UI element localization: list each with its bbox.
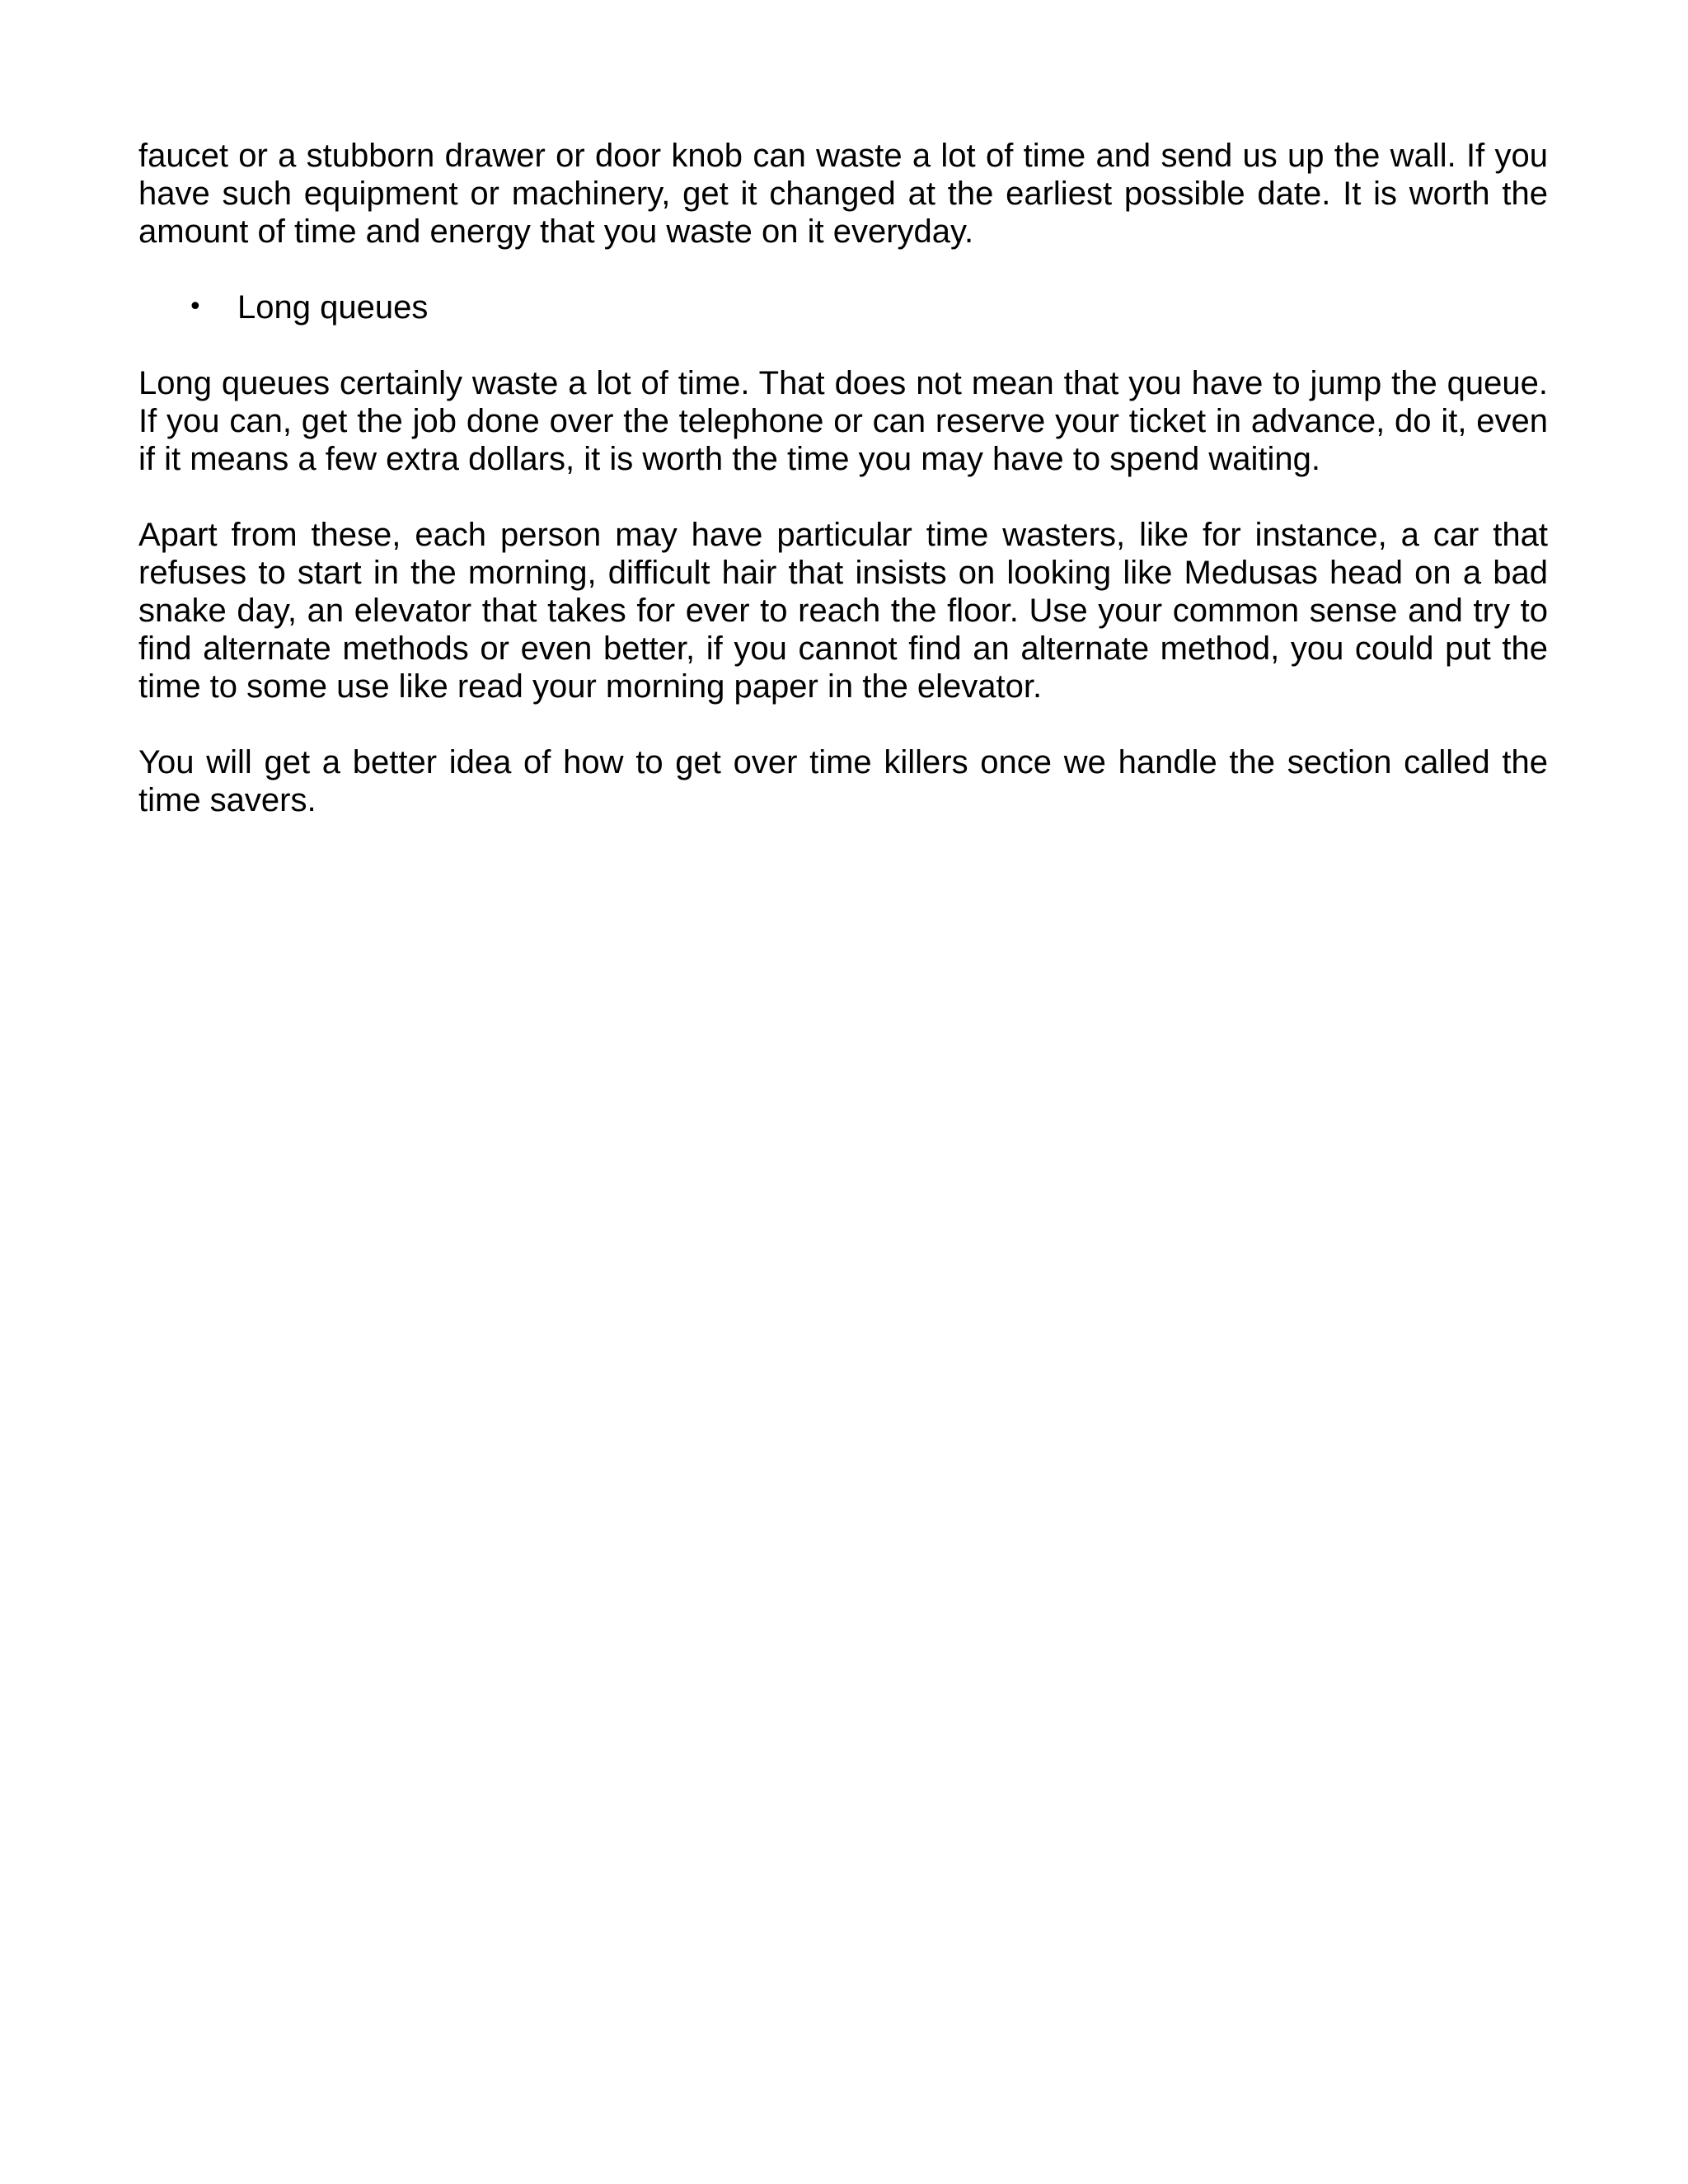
bullet-list: [138, 288, 1548, 326]
paragraph-time-wasters: Apart from these, each person may have particular time wasters, like for instance, a car that refuses to start in the morning, difficult hair that insists on looking like Medusas head on a bad snake day, an elevator that takes for ever to reach the floor. Use your common sense and try to find alternate methods or even better, if you cannot find an alternate method, you could put the time to some use like read your morning paper in the elevator.: [138, 517, 1548, 705]
bullet-text: Long queues: [237, 289, 429, 326]
paragraph-time-savers: You will get a better idea of how to get over time killers once we handle the section called the time savers.: [138, 744, 1548, 818]
bullet-item-long-queues: [138, 288, 1548, 326]
document-body: [138, 137, 1548, 857]
paragraph-long-queues: Long queues certainly waste a lot of time. That does not mean that you have to jump the queue. If you can, get the job done over the telephone or can reserve your ticket in advance, do it, even if it means a few extra dollars, it is worth the time you may have to spend waiting.: [138, 365, 1548, 477]
paragraph-faucet: faucet or a stubborn drawer or door knob can waste a lot of time and send us up the wall. If you have such equipment or machinery, get it changed at the earliest possible date. It is worth the amount of time and energy that you waste on it everyday.: [138, 138, 1548, 250]
bullet-icon: •: [188, 293, 203, 321]
